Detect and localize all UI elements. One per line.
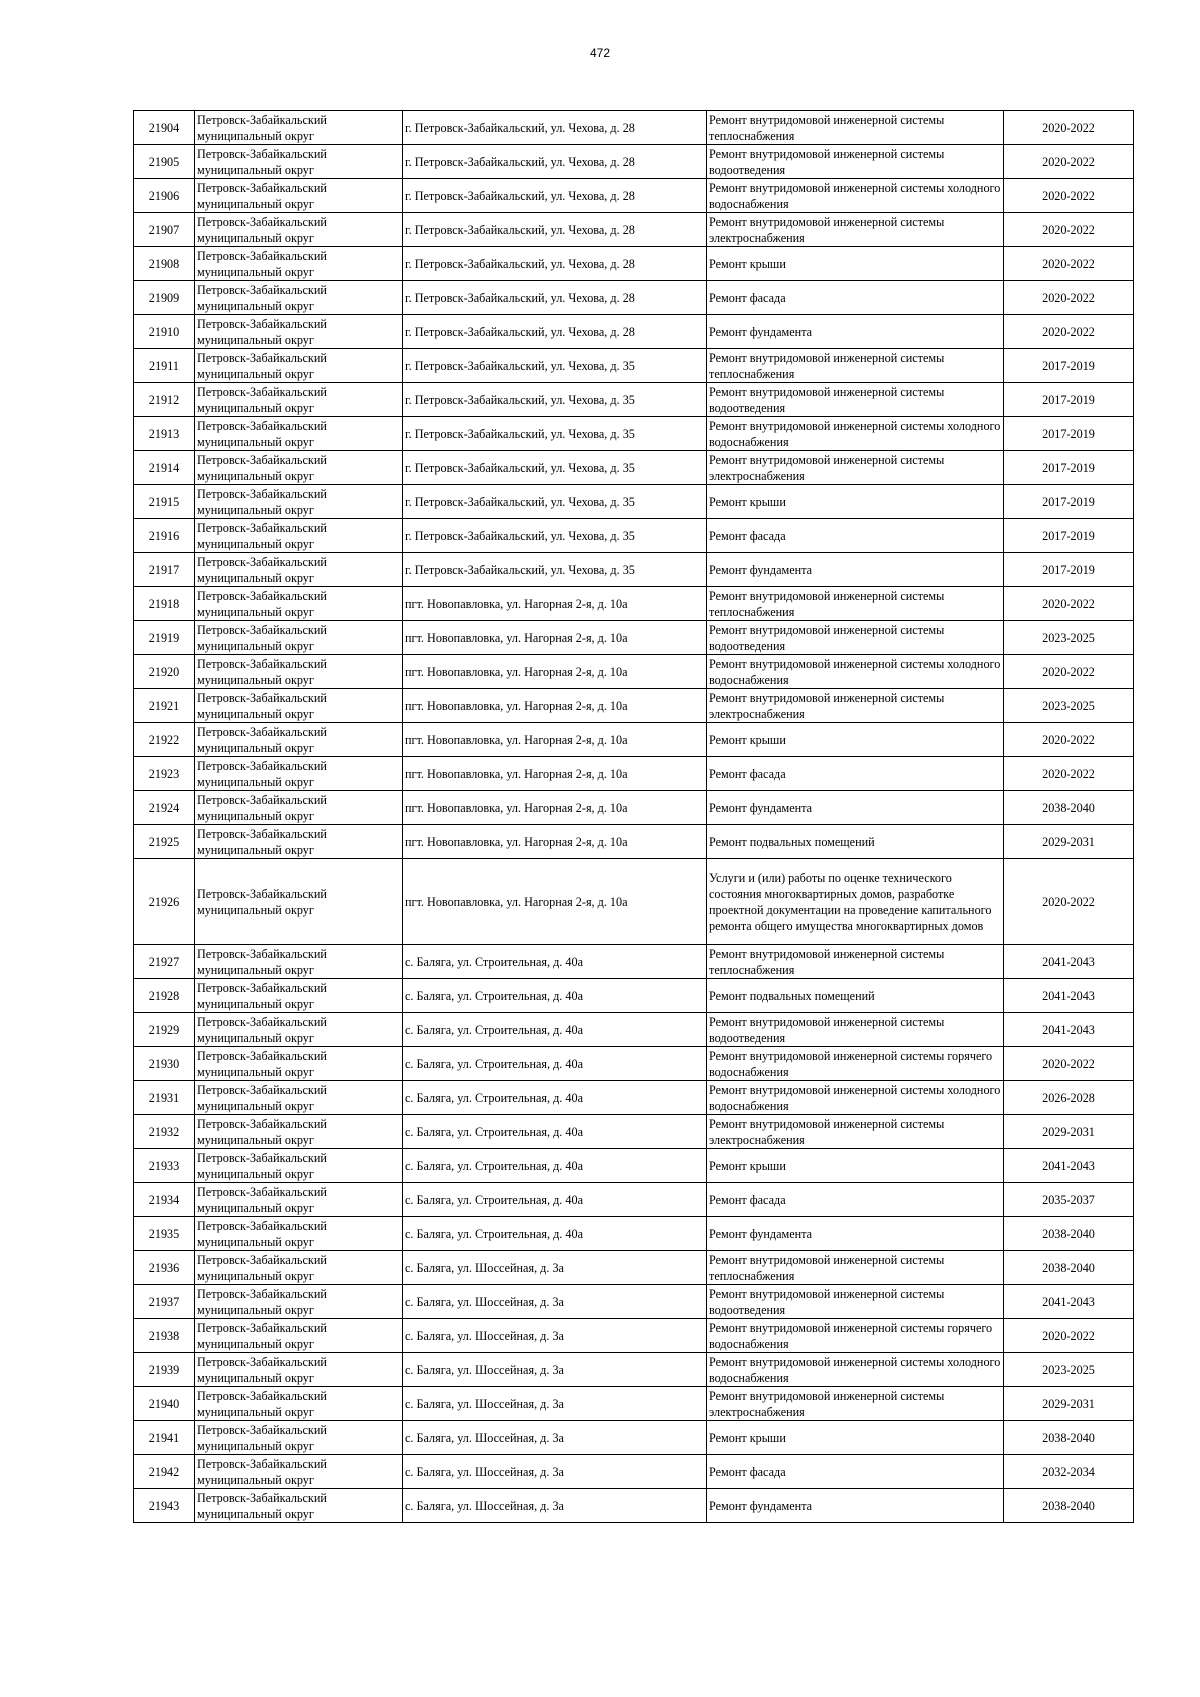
table-row	[134, 1285, 1134, 1319]
address-cell: г. Петровск-Забайкальский, ул. Чехова, д. 28	[403, 111, 707, 145]
period-cell: 2038-2040	[1004, 1489, 1134, 1523]
table-row	[134, 1047, 1134, 1081]
table-row	[134, 791, 1134, 825]
row-number-cell: 21930	[134, 1047, 195, 1081]
municipality-cell: Петровск-Забайкальский муниципальный округ	[195, 587, 403, 621]
work-type-cell: Ремонт внутридомовой инженерной системы электроснабжения	[707, 1115, 1004, 1149]
row-number-cell: 21906	[134, 179, 195, 213]
address-cell: с. Баляга, ул. Строительная, д. 40а	[403, 1149, 707, 1183]
row-number-cell: 21935	[134, 1217, 195, 1251]
table-row	[134, 1319, 1134, 1353]
municipality-cell: Петровск-Забайкальский муниципальный округ	[195, 1013, 403, 1047]
municipality-cell: Петровск-Забайкальский муниципальный округ	[195, 1183, 403, 1217]
work-type-cell: Ремонт фундамента	[707, 315, 1004, 349]
table-row	[134, 1387, 1134, 1421]
table-row	[134, 723, 1134, 757]
period-cell: 2023-2025	[1004, 621, 1134, 655]
table-row	[134, 1489, 1134, 1523]
work-type-cell: Ремонт внутридомовой инженерной системы горячего водоснабжения	[707, 1047, 1004, 1081]
period-cell: 2029-2031	[1004, 1115, 1134, 1149]
table-row	[134, 349, 1134, 383]
period-cell: 2020-2022	[1004, 1319, 1134, 1353]
table-row	[134, 979, 1134, 1013]
period-cell: 2017-2019	[1004, 519, 1134, 553]
work-type-cell: Ремонт подвальных помещений	[707, 825, 1004, 859]
municipality-cell: Петровск-Забайкальский муниципальный округ	[195, 1421, 403, 1455]
period-cell: 2017-2019	[1004, 417, 1134, 451]
period-cell: 2041-2043	[1004, 945, 1134, 979]
work-type-cell: Ремонт внутридомовой инженерной системы холодного водоснабжения	[707, 655, 1004, 689]
table-row	[134, 1013, 1134, 1047]
table-row	[134, 213, 1134, 247]
row-number-cell: 21933	[134, 1149, 195, 1183]
row-number-cell: 21913	[134, 417, 195, 451]
row-number-cell: 21929	[134, 1013, 195, 1047]
work-type-cell: Ремонт внутридомовой инженерной системы теплоснабжения	[707, 945, 1004, 979]
row-number-cell: 21936	[134, 1251, 195, 1285]
table-row	[134, 247, 1134, 281]
address-cell: г. Петровск-Забайкальский, ул. Чехова, д. 35	[403, 451, 707, 485]
period-cell: 2035-2037	[1004, 1183, 1134, 1217]
address-cell: с. Баляга, ул. Шоссейная, д. 3а	[403, 1285, 707, 1319]
address-cell: г. Петровск-Забайкальский, ул. Чехова, д. 35	[403, 485, 707, 519]
page-number: 472	[589, 46, 611, 60]
address-cell: пгт. Новопавловка, ул. Нагорная 2-я, д. 10а	[403, 859, 707, 945]
address-cell: с. Баляга, ул. Строительная, д. 40а	[403, 1013, 707, 1047]
row-number-cell: 21922	[134, 723, 195, 757]
table-row	[134, 111, 1134, 145]
table-row	[134, 485, 1134, 519]
table-row	[134, 587, 1134, 621]
table-row	[134, 1115, 1134, 1149]
table-row	[134, 621, 1134, 655]
work-type-cell: Ремонт фундамента	[707, 1489, 1004, 1523]
address-cell: пгт. Новопавловка, ул. Нагорная 2-я, д. 10а	[403, 689, 707, 723]
municipality-cell: Петровск-Забайкальский муниципальный округ	[195, 553, 403, 587]
address-cell: пгт. Новопавловка, ул. Нагорная 2-я, д. 10а	[403, 655, 707, 689]
municipality-cell: Петровск-Забайкальский муниципальный округ	[195, 1251, 403, 1285]
address-cell: с. Баляга, ул. Шоссейная, д. 3а	[403, 1455, 707, 1489]
period-cell: 2020-2022	[1004, 247, 1134, 281]
work-type-cell: Ремонт фасада	[707, 519, 1004, 553]
row-number-cell: 21927	[134, 945, 195, 979]
municipality-cell: Петровск-Забайкальский муниципальный округ	[195, 825, 403, 859]
address-cell: пгт. Новопавловка, ул. Нагорная 2-я, д. 10а	[403, 757, 707, 791]
table-row	[134, 945, 1134, 979]
period-cell: 2029-2031	[1004, 825, 1134, 859]
row-number-cell: 21912	[134, 383, 195, 417]
work-type-cell: Ремонт внутридомовой инженерной системы электроснабжения	[707, 1387, 1004, 1421]
row-number-cell: 21925	[134, 825, 195, 859]
work-type-cell: Ремонт внутридомовой инженерной системы водоотведения	[707, 383, 1004, 417]
row-number-cell: 21934	[134, 1183, 195, 1217]
work-type-cell: Ремонт внутридомовой инженерной системы водоотведения	[707, 1013, 1004, 1047]
municipality-cell: Петровск-Забайкальский муниципальный округ	[195, 145, 403, 179]
table-row	[134, 383, 1134, 417]
work-type-cell: Ремонт фасада	[707, 757, 1004, 791]
work-type-cell: Ремонт фундамента	[707, 1217, 1004, 1251]
municipality-cell: Петровск-Забайкальский муниципальный округ	[195, 1285, 403, 1319]
work-type-cell: Ремонт внутридомовой инженерной системы водоотведения	[707, 145, 1004, 179]
address-cell: пгт. Новопавловка, ул. Нагорная 2-я, д. 10а	[403, 825, 707, 859]
municipality-cell: Петровск-Забайкальский муниципальный округ	[195, 111, 403, 145]
period-cell: 2032-2034	[1004, 1455, 1134, 1489]
period-cell: 2041-2043	[1004, 1149, 1134, 1183]
address-cell: с. Баляга, ул. Строительная, д. 40а	[403, 945, 707, 979]
address-cell: с. Баляга, ул. Строительная, д. 40а	[403, 1183, 707, 1217]
period-cell: 2026-2028	[1004, 1081, 1134, 1115]
municipality-cell: Петровск-Забайкальский муниципальный округ	[195, 791, 403, 825]
work-type-cell: Ремонт внутридомовой инженерной системы электроснабжения	[707, 451, 1004, 485]
table-body	[134, 111, 1134, 1523]
work-type-cell: Ремонт внутридомовой инженерной системы теплоснабжения	[707, 349, 1004, 383]
period-cell: 2020-2022	[1004, 757, 1134, 791]
row-number-cell: 21943	[134, 1489, 195, 1523]
row-number-cell: 21924	[134, 791, 195, 825]
period-cell: 2023-2025	[1004, 689, 1134, 723]
address-cell: с. Баляга, ул. Строительная, д. 40а	[403, 979, 707, 1013]
period-cell: 2020-2022	[1004, 859, 1134, 945]
work-type-cell: Ремонт внутридомовой инженерной системы холодного водоснабжения	[707, 417, 1004, 451]
municipality-cell: Петровск-Забайкальский муниципальный округ	[195, 1319, 403, 1353]
address-cell: с. Баляга, ул. Шоссейная, д. 3а	[403, 1421, 707, 1455]
address-cell: с. Баляга, ул. Шоссейная, д. 3а	[403, 1489, 707, 1523]
address-cell: пгт. Новопавловка, ул. Нагорная 2-я, д. 10а	[403, 621, 707, 655]
address-cell: с. Баляга, ул. Строительная, д. 40а	[403, 1081, 707, 1115]
municipality-cell: Петровск-Забайкальский муниципальный округ	[195, 315, 403, 349]
address-cell: г. Петровск-Забайкальский, ул. Чехова, д. 28	[403, 179, 707, 213]
period-cell: 2020-2022	[1004, 655, 1134, 689]
work-type-cell: Ремонт внутридомовой инженерной системы теплоснабжения	[707, 587, 1004, 621]
work-type-cell: Ремонт внутридомовой инженерной системы теплоснабжения	[707, 111, 1004, 145]
period-cell: 2038-2040	[1004, 791, 1134, 825]
table-row	[134, 417, 1134, 451]
municipality-cell: Петровск-Забайкальский муниципальный округ	[195, 281, 403, 315]
period-cell: 2023-2025	[1004, 1353, 1134, 1387]
address-cell: г. Петровск-Забайкальский, ул. Чехова, д. 28	[403, 247, 707, 281]
period-cell: 2017-2019	[1004, 349, 1134, 383]
period-cell: 2020-2022	[1004, 179, 1134, 213]
work-type-cell: Ремонт внутридомовой инженерной системы холодного водоснабжения	[707, 179, 1004, 213]
municipality-cell: Петровск-Забайкальский муниципальный округ	[195, 1047, 403, 1081]
address-cell: с. Баляга, ул. Строительная, д. 40а	[403, 1217, 707, 1251]
address-cell: г. Петровск-Забайкальский, ул. Чехова, д. 35	[403, 417, 707, 451]
table-row	[134, 1353, 1134, 1387]
table-row	[134, 859, 1134, 945]
municipality-cell: Петровск-Забайкальский муниципальный округ	[195, 519, 403, 553]
address-cell: с. Баляга, ул. Строительная, д. 40а	[403, 1115, 707, 1149]
table-row	[134, 1183, 1134, 1217]
work-type-cell: Ремонт крыши	[707, 485, 1004, 519]
row-number-cell: 21932	[134, 1115, 195, 1149]
work-type-cell: Ремонт внутридомовой инженерной системы холодного водоснабжения	[707, 1081, 1004, 1115]
table-row	[134, 1421, 1134, 1455]
table-row	[134, 281, 1134, 315]
work-type-cell: Ремонт фундамента	[707, 791, 1004, 825]
period-cell: 2020-2022	[1004, 111, 1134, 145]
municipality-cell: Петровск-Забайкальский муниципальный округ	[195, 757, 403, 791]
municipality-cell: Петровск-Забайкальский муниципальный округ	[195, 1455, 403, 1489]
row-number-cell: 21923	[134, 757, 195, 791]
address-cell: г. Петровск-Забайкальский, ул. Чехова, д. 35	[403, 349, 707, 383]
work-type-cell: Ремонт внутридомовой инженерной системы горячего водоснабжения	[707, 1319, 1004, 1353]
municipality-cell: Петровск-Забайкальский муниципальный округ	[195, 655, 403, 689]
row-number-cell: 21928	[134, 979, 195, 1013]
address-cell: с. Баляга, ул. Шоссейная, д. 3а	[403, 1251, 707, 1285]
municipality-cell: Петровск-Забайкальский муниципальный округ	[195, 945, 403, 979]
municipality-cell: Петровск-Забайкальский муниципальный округ	[195, 417, 403, 451]
address-cell: пгт. Новопавловка, ул. Нагорная 2-я, д. 10а	[403, 587, 707, 621]
row-number-cell: 21904	[134, 111, 195, 145]
period-cell: 2020-2022	[1004, 587, 1134, 621]
work-type-cell: Ремонт внутридомовой инженерной системы электроснабжения	[707, 213, 1004, 247]
row-number-cell: 21921	[134, 689, 195, 723]
address-cell: г. Петровск-Забайкальский, ул. Чехова, д. 28	[403, 281, 707, 315]
row-number-cell: 21931	[134, 1081, 195, 1115]
row-number-cell: 21909	[134, 281, 195, 315]
work-type-cell: Ремонт фасада	[707, 1183, 1004, 1217]
municipality-cell: Петровск-Забайкальский муниципальный округ	[195, 349, 403, 383]
municipality-cell: Петровск-Забайкальский муниципальный округ	[195, 451, 403, 485]
row-number-cell: 21919	[134, 621, 195, 655]
period-cell: 2041-2043	[1004, 979, 1134, 1013]
municipality-cell: Петровск-Забайкальский муниципальный округ	[195, 383, 403, 417]
address-cell: с. Баляга, ул. Шоссейная, д. 3а	[403, 1319, 707, 1353]
period-cell: 2038-2040	[1004, 1421, 1134, 1455]
row-number-cell: 21920	[134, 655, 195, 689]
row-number-cell: 21905	[134, 145, 195, 179]
period-cell: 2020-2022	[1004, 145, 1134, 179]
municipality-cell: Петровск-Забайкальский муниципальный округ	[195, 859, 403, 945]
table-row	[134, 757, 1134, 791]
work-type-cell: Ремонт внутридомовой инженерной системы электроснабжения	[707, 689, 1004, 723]
table-row	[134, 179, 1134, 213]
address-cell: г. Петровск-Забайкальский, ул. Чехова, д. 35	[403, 553, 707, 587]
work-type-cell: Услуги и (или) работы по оценке технического состояния многоквартирных домов, разработке проектной документации на проведение капитального ремонта общего имущества многоквартирных домов	[707, 859, 1004, 945]
row-number-cell: 21939	[134, 1353, 195, 1387]
work-type-cell: Ремонт внутридомовой инженерной системы водоотведения	[707, 621, 1004, 655]
table-row	[134, 553, 1134, 587]
row-number-cell: 21940	[134, 1387, 195, 1421]
table-row	[134, 451, 1134, 485]
row-number-cell: 21937	[134, 1285, 195, 1319]
work-type-cell: Ремонт подвальных помещений	[707, 979, 1004, 1013]
period-cell: 2020-2022	[1004, 1047, 1134, 1081]
row-number-cell: 21941	[134, 1421, 195, 1455]
address-cell: пгт. Новопавловка, ул. Нагорная 2-я, д. 10а	[403, 791, 707, 825]
period-cell: 2017-2019	[1004, 553, 1134, 587]
address-cell: с. Баляга, ул. Шоссейная, д. 3а	[403, 1353, 707, 1387]
work-type-cell: Ремонт крыши	[707, 1149, 1004, 1183]
row-number-cell: 21917	[134, 553, 195, 587]
municipality-cell: Петровск-Забайкальский муниципальный округ	[195, 621, 403, 655]
work-type-cell: Ремонт внутридомовой инженерной системы холодного водоснабжения	[707, 1353, 1004, 1387]
address-cell: г. Петровск-Забайкальский, ул. Чехова, д. 35	[403, 383, 707, 417]
address-cell: г. Петровск-Забайкальский, ул. Чехова, д. 28	[403, 315, 707, 349]
work-type-cell: Ремонт фундамента	[707, 553, 1004, 587]
address-cell: с. Баляга, ул. Шоссейная, д. 3а	[403, 1387, 707, 1421]
table-row	[134, 1455, 1134, 1489]
row-number-cell: 21926	[134, 859, 195, 945]
work-type-cell: Ремонт внутридомовой инженерной системы водоотведения	[707, 1285, 1004, 1319]
row-number-cell: 21942	[134, 1455, 195, 1489]
work-type-cell: Ремонт фасада	[707, 281, 1004, 315]
municipality-cell: Петровск-Забайкальский муниципальный округ	[195, 1489, 403, 1523]
table-row	[134, 519, 1134, 553]
municipality-cell: Петровск-Забайкальский муниципальный округ	[195, 1217, 403, 1251]
work-type-cell: Ремонт фасада	[707, 1455, 1004, 1489]
period-cell: 2017-2019	[1004, 451, 1134, 485]
address-cell: г. Петровск-Забайкальский, ул. Чехова, д. 35	[403, 519, 707, 553]
municipality-cell: Петровск-Забайкальский муниципальный округ	[195, 689, 403, 723]
municipality-cell: Петровск-Забайкальский муниципальный округ	[195, 979, 403, 1013]
table-row	[134, 315, 1134, 349]
table-row	[134, 145, 1134, 179]
row-number-cell: 21908	[134, 247, 195, 281]
work-type-cell: Ремонт крыши	[707, 723, 1004, 757]
municipality-cell: Петровск-Забайкальский муниципальный округ	[195, 179, 403, 213]
municipality-cell: Петровск-Забайкальский муниципальный округ	[195, 1115, 403, 1149]
municipality-cell: Петровск-Забайкальский муниципальный округ	[195, 1081, 403, 1115]
row-number-cell: 21914	[134, 451, 195, 485]
row-number-cell: 21938	[134, 1319, 195, 1353]
address-cell: с. Баляга, ул. Строительная, д. 40а	[403, 1047, 707, 1081]
address-cell: г. Петровск-Забайкальский, ул. Чехова, д. 28	[403, 145, 707, 179]
row-number-cell: 21911	[134, 349, 195, 383]
address-cell: г. Петровск-Забайкальский, ул. Чехова, д. 28	[403, 213, 707, 247]
table-row	[134, 1149, 1134, 1183]
work-type-cell: Ремонт внутридомовой инженерной системы теплоснабжения	[707, 1251, 1004, 1285]
municipality-cell: Петровск-Забайкальский муниципальный округ	[195, 723, 403, 757]
period-cell: 2038-2040	[1004, 1217, 1134, 1251]
period-cell: 2041-2043	[1004, 1285, 1134, 1319]
address-cell: пгт. Новопавловка, ул. Нагорная 2-я, д. 10а	[403, 723, 707, 757]
municipality-cell: Петровск-Забайкальский муниципальный округ	[195, 1387, 403, 1421]
period-cell: 2020-2022	[1004, 281, 1134, 315]
work-type-cell: Ремонт крыши	[707, 247, 1004, 281]
row-number-cell: 21916	[134, 519, 195, 553]
municipality-cell: Петровск-Забайкальский муниципальный округ	[195, 1149, 403, 1183]
table-row	[134, 1217, 1134, 1251]
municipality-cell: Петровск-Забайкальский муниципальный округ	[195, 213, 403, 247]
row-number-cell: 21910	[134, 315, 195, 349]
row-number-cell: 21907	[134, 213, 195, 247]
table-row	[134, 689, 1134, 723]
repair-schedule-table	[133, 110, 1134, 1523]
municipality-cell: Петровск-Забайкальский муниципальный округ	[195, 485, 403, 519]
municipality-cell: Петровск-Забайкальский муниципальный округ	[195, 1353, 403, 1387]
table-row	[134, 1081, 1134, 1115]
period-cell: 2020-2022	[1004, 315, 1134, 349]
period-cell: 2017-2019	[1004, 485, 1134, 519]
work-type-cell: Ремонт крыши	[707, 1421, 1004, 1455]
row-number-cell: 21918	[134, 587, 195, 621]
period-cell: 2020-2022	[1004, 213, 1134, 247]
period-cell: 2020-2022	[1004, 723, 1134, 757]
municipality-cell: Петровск-Забайкальский муниципальный округ	[195, 247, 403, 281]
period-cell: 2017-2019	[1004, 383, 1134, 417]
table-row	[134, 655, 1134, 689]
table-row	[134, 825, 1134, 859]
row-number-cell: 21915	[134, 485, 195, 519]
table-row	[134, 1251, 1134, 1285]
period-cell: 2041-2043	[1004, 1013, 1134, 1047]
period-cell: 2029-2031	[1004, 1387, 1134, 1421]
period-cell: 2038-2040	[1004, 1251, 1134, 1285]
